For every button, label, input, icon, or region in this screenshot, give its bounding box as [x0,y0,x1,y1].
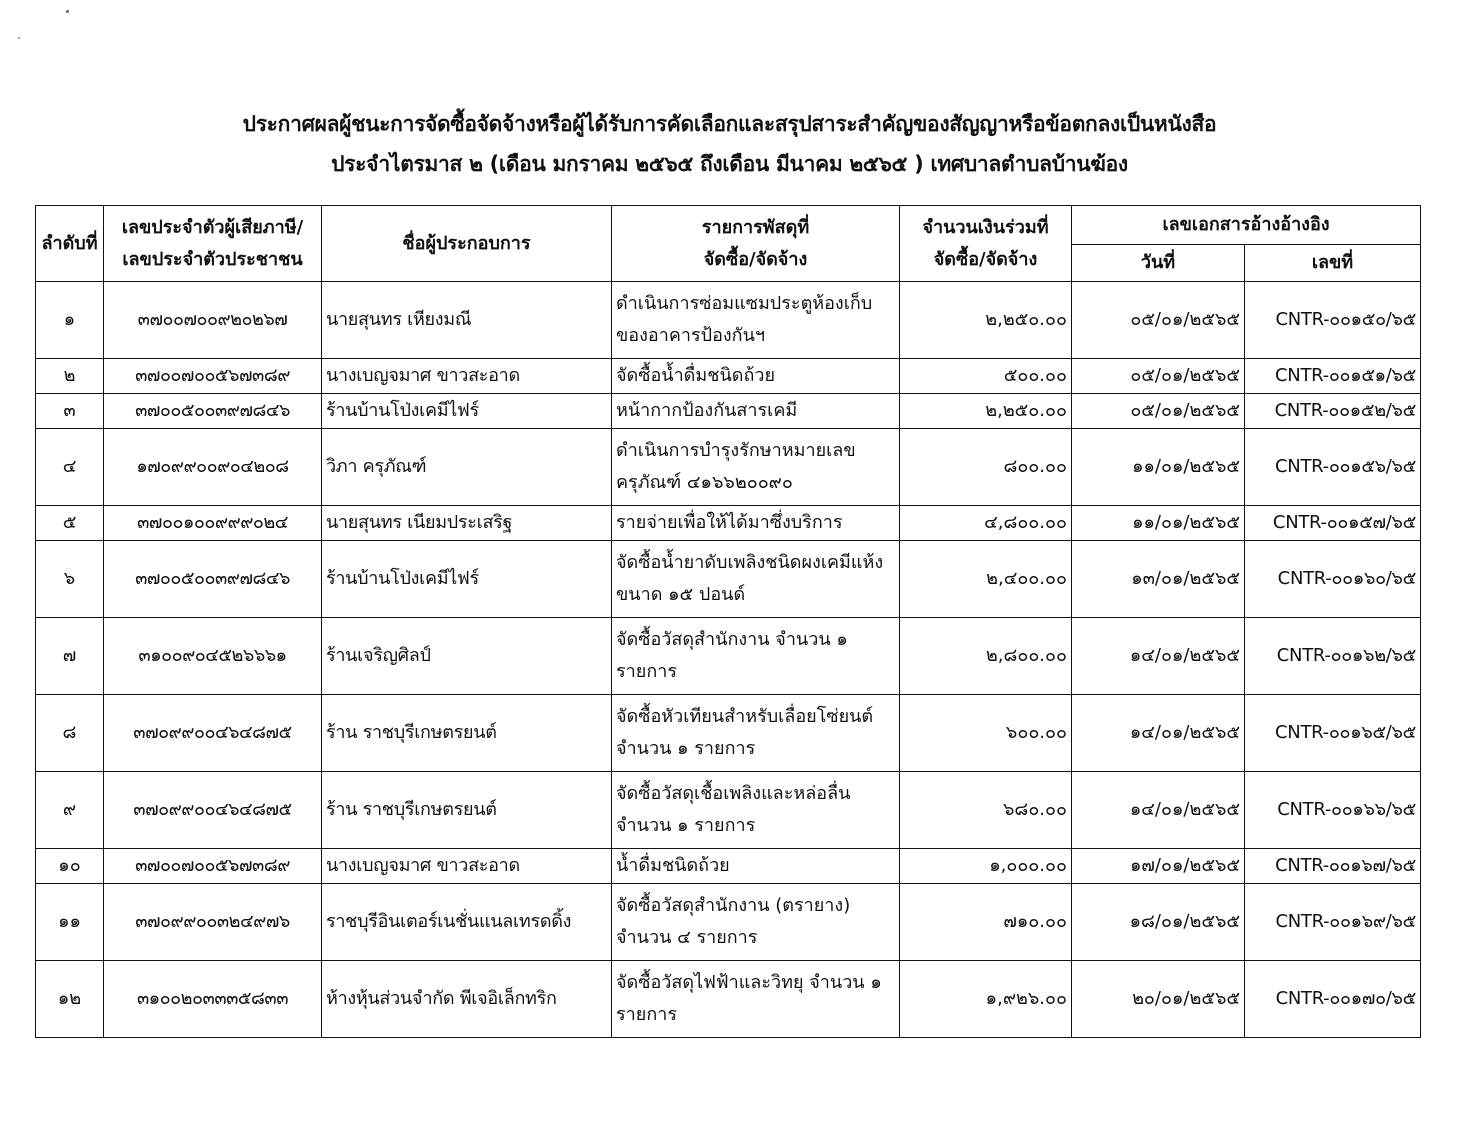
row-doc-no: CNTR-๐๐๑๖๕/๖๕ [1245,695,1421,772]
row-date: ๑๑/๐๑/๒๕๖๕ [1072,429,1245,506]
row-item: ดำเนินการบำรุงรักษาหมายเลขครุภัณฑ์ ๔๑๖๖๒๐๐๙๐ [612,429,900,506]
row-vendor: นางเบญจมาศ ขาวสะอาด [322,849,612,884]
table-row [36,695,1421,772]
table-row [36,506,1421,541]
header-tax-id: เลขประจำตัวผู้เสียภาษี/ เลขประจำตัวประชาชน [104,206,322,282]
row-date: ๑๘/๐๑/๒๕๖๕ [1072,884,1245,961]
row-vendor: ร้านบ้านโป่งเคมีไฟร์ [322,394,612,429]
table-row [36,359,1421,394]
row-no: ๔ [36,429,104,506]
row-tax-id: ๓๗๐๐๕๐๐๓๙๗๘๔๖ [104,541,322,618]
row-tax-id: ๑๗๐๙๙๐๐๙๐๔๒๐๘ [104,429,322,506]
row-vendor: นางเบญจมาศ ขาวสะอาด [322,359,612,394]
table-row [36,849,1421,884]
row-amount: ๔,๘๐๐.๐๐ [900,506,1072,541]
row-vendor: นายสุนทร เหียงมณี [322,282,612,359]
row-doc-no: CNTR-๐๐๑๗๐/๖๕ [1245,961,1421,1038]
row-date: ๐๕/๐๑/๒๕๖๕ [1072,394,1245,429]
row-tax-id: ๓๗๐๐๗๐๐๕๖๗๓๘๙ [104,359,322,394]
row-item: น้ำดื่มชนิดถ้วย [612,849,900,884]
row-doc-no: CNTR-๐๐๑๖๐/๖๕ [1245,541,1421,618]
row-doc-no: CNTR-๐๐๑๕๑/๖๕ [1245,359,1421,394]
header-amount: จำนวนเงินร่วมที่ จัดซื้อ/จัดจ้าง [900,206,1072,282]
header-doc-no: เลขที่ [1245,245,1421,282]
row-date: ๒๐/๐๑/๒๕๖๕ [1072,961,1245,1038]
row-no: ๗ [36,618,104,695]
table-row [36,541,1421,618]
row-date: ๑๗/๐๑/๒๕๖๕ [1072,849,1245,884]
header-ref: เลขเอกสารอ้างอ้างอิง [1072,206,1421,245]
row-date: ๑๔/๐๑/๒๕๖๕ [1072,772,1245,849]
row-amount: ๘๐๐.๐๐ [900,429,1072,506]
row-vendor: ราชบุรีอินเตอร์เนชั่นแนลเทรดดิ้ง [322,884,612,961]
row-tax-id: ๓๗๐๙๙๐๐๔๖๔๘๗๕ [104,772,322,849]
row-amount: ๒,๒๕๐.๐๐ [900,282,1072,359]
row-amount: ๑,๙๒๖.๐๐ [900,961,1072,1038]
row-doc-no: CNTR-๐๐๑๕๒/๖๕ [1245,394,1421,429]
row-no: ๑๐ [36,849,104,884]
row-date: ๑๑/๐๑/๒๕๖๕ [1072,506,1245,541]
row-date: ๑๔/๐๑/๒๕๖๕ [1072,695,1245,772]
row-tax-id: ๓๗๐๙๙๐๐๓๒๔๙๗๖ [104,884,322,961]
row-item: รายจ่ายเพื่อให้ได้มาซึ่งบริการ [612,506,900,541]
row-doc-no: CNTR-๐๐๑๖๖/๖๕ [1245,772,1421,849]
row-vendor: นายสุนทร เนียมประเสริฐ [322,506,612,541]
row-tax-id: ๓๗๐๐๗๐๐๕๖๗๓๘๙ [104,849,322,884]
row-date: ๐๕/๐๑/๒๕๖๕ [1072,282,1245,359]
row-item: จัดซื้อวัสดุเชื้อเพลิงและหล่อลื่น จำนวน ๑ รายการ [612,772,900,849]
row-tax-id: ๓๗๐๐๑๐๐๙๙๙๐๒๔ [104,506,322,541]
row-item: จัดซื้อน้ำยาดับเพลิงชนิดผงเคมีแห้ง ขนาด ๑๕ ปอนด์ [612,541,900,618]
procurement-table [35,205,1421,1038]
row-no: ๙ [36,772,104,849]
row-tax-id: ๓๑๐๐๒๐๓๓๓๕๘๓๓ [104,961,322,1038]
row-tax-id: ๓๗๐๐๗๐๐๙๒๐๒๖๗ [104,282,322,359]
table-row [36,394,1421,429]
row-date: ๑๓/๐๑/๒๕๖๕ [1072,541,1245,618]
row-item: จัดซื้อวัสดุไฟฟ้าและวิทยุ จำนวน ๑ รายการ [612,961,900,1038]
row-item: จัดซื้อน้ำดื่มชนิดถ้วย [612,359,900,394]
header-item: รายการพัสดุที่ จัดซื้อ/จัดจ้าง [612,206,900,282]
row-doc-no: CNTR-๐๐๑๕๗/๖๕ [1245,506,1421,541]
header-vendor: ชื่อผู้ประกอบการ [322,206,612,282]
table-row [36,772,1421,849]
header-date: วันที่ [1072,245,1245,282]
row-no: ๖ [36,541,104,618]
table-row [36,884,1421,961]
table-row [36,618,1421,695]
row-item: จัดซื้อวัสดุสำนักงาน (ตรายาง) จำนวน ๔ รายการ [612,884,900,961]
row-amount: ๖๐๐.๐๐ [900,695,1072,772]
row-amount: ๗๑๐.๐๐ [900,884,1072,961]
row-no: ๓ [36,394,104,429]
row-tax-id: ๓๗๐๐๕๐๐๓๙๗๘๔๖ [104,394,322,429]
row-amount: ๒,๒๕๐.๐๐ [900,394,1072,429]
row-doc-no: CNTR-๐๐๑๖๒/๖๕ [1245,618,1421,695]
table-row [36,429,1421,506]
row-vendor: ร้านบ้านโป่งเคมีไฟร์ [322,541,612,618]
row-amount: ๑,๐๐๐.๐๐ [900,849,1072,884]
row-vendor: ห้างหุ้นส่วนจำกัด พีเจอิเล็กทริก [322,961,612,1038]
row-item: ดำเนินการซ่อมแซมประตูห้องเก็บของอาคารป้องกันฯ [612,282,900,359]
row-item: จัดซื้อหัวเทียนสำหรับเลื่อยโซ่ยนต์ จำนวน ๑ รายการ [612,695,900,772]
row-no: ๕ [36,506,104,541]
table-row [36,961,1421,1038]
row-amount: ๒,๘๐๐.๐๐ [900,618,1072,695]
row-vendor: วิภา ครุภัณฑ์ [322,429,612,506]
row-tax-id: ๓๗๐๙๙๐๐๔๖๔๘๗๕ [104,695,322,772]
row-no: ๑๑ [36,884,104,961]
row-item: หน้ากากป้องกันสารเคมี [612,394,900,429]
row-doc-no: CNTR-๐๐๑๕๐/๖๕ [1245,282,1421,359]
row-doc-no: CNTR-๐๐๑๕๖/๖๕ [1245,429,1421,506]
row-vendor: ร้านเจริญศิลป์ [322,618,612,695]
row-tax-id: ๓๑๐๐๙๐๔๕๒๖๖๖๑ [104,618,322,695]
page-title: ประกาศผลผู้ชนะการจัดซื้อจัดจ้างหรือผู้ได้รับการคัดเลือกและสรุปสาระสำคัญของสัญญาหรือข้อตกลงเป็นหนังสือ [242,112,1217,136]
row-vendor: ร้าน ราชบุรีเกษตรยนต์ [322,772,612,849]
row-no: ๘ [36,695,104,772]
row-no: ๒ [36,359,104,394]
row-vendor: ร้าน ราชบุรีเกษตรยนต์ [322,695,612,772]
row-item: จัดซื้อวัสดุสำนักงาน จำนวน ๑ รายการ [612,618,900,695]
row-doc-no: CNTR-๐๐๑๖๙/๖๕ [1245,884,1421,961]
table-row [36,282,1421,359]
scan-speck [18,37,20,39]
page-subtitle: ประจำไตรมาส ๒ (เดือน มกราคม ๒๕๖๕ ถึงเดือน มีนาคม ๒๕๖๕ ) เทศบาลตำบลบ้านฆ้อง [331,152,1128,176]
row-date: ๐๕/๐๑/๒๕๖๕ [1072,359,1245,394]
row-no: ๑๒ [36,961,104,1038]
row-doc-no: CNTR-๐๐๑๖๗/๖๕ [1245,849,1421,884]
row-amount: ๒,๔๐๐.๐๐ [900,541,1072,618]
row-amount: ๕๐๐.๐๐ [900,359,1072,394]
row-date: ๑๔/๐๑/๒๕๖๕ [1072,618,1245,695]
scan-speck [66,10,69,13]
row-no: ๑ [36,282,104,359]
header-no: ลำดับที่ [36,206,104,282]
row-amount: ๖๘๐.๐๐ [900,772,1072,849]
